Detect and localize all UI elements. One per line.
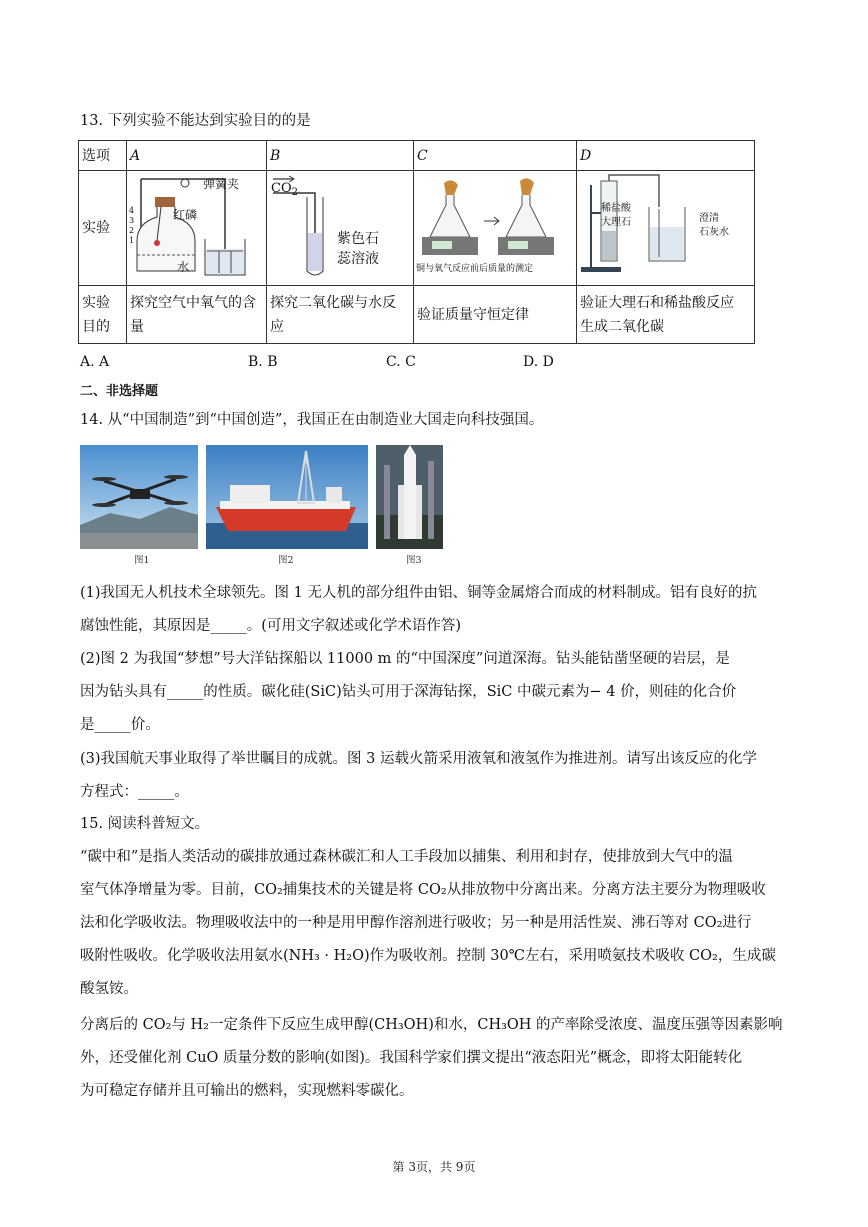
drone-photo (80, 445, 198, 549)
q15-passage-2 (80, 1009, 792, 1108)
option-B-header: B (267, 141, 414, 171)
litmus-label-1: 紫色石 (337, 231, 379, 247)
figure-A (127, 171, 267, 286)
rocket-photo (376, 445, 443, 549)
co2-label (271, 177, 298, 205)
page-footer: 第 3页，共 9页 (392, 1160, 476, 1174)
answer-D: D. D (523, 354, 554, 370)
q14-part1 (80, 577, 792, 643)
q15-line5: 酸氢铵。 (80, 981, 138, 997)
purpose-D-line-1: 验证大理石和稀盐酸反应 (580, 294, 734, 311)
q15-line1: “碳中和”是指人类活动的碳排放通过森林碳汇和人工手段加以捕集、利用和封存，使排放到大气中的温 (80, 849, 733, 865)
marble-label: 大理石 (601, 217, 631, 228)
limewater-label-1: 澄清 (699, 213, 719, 224)
purpose-A-line-1: 探究空气中氧气的含 (130, 294, 256, 311)
scale-tick-4: 4 (129, 206, 135, 215)
figure-B (267, 171, 414, 286)
drilling-ship-photo (206, 445, 368, 549)
section-heading: 二、非选择题 (80, 384, 159, 399)
q15-line8: 为可稳定存储并且可输出的燃料，实现燃料零碳化。 (80, 1083, 414, 1099)
q14-stem: 14. 从“中国制造”到“中国创造”，我国正在由制造业大国走向科技强国。 (80, 412, 544, 428)
flask-apparatus-diagram (127, 171, 266, 285)
q14-part3-line1: (3)我国航天事业取得了举世瞩目的成就。图 3 运载火箭采用液氧和液氢作为推进剂。请写出该反应的化学 (80, 751, 757, 767)
purpose-A (127, 286, 267, 344)
figure-C (414, 171, 577, 286)
q14-part3 (80, 743, 792, 809)
limewater-label-2: 石灰水 (699, 227, 729, 238)
answer-C: C. C (386, 354, 416, 370)
acid-label: 稀盐酸 (601, 203, 631, 214)
figure-D (577, 171, 755, 286)
purpose-B-line-1: 探究二氧化碳与水反 (270, 294, 396, 311)
header-label: 选项 (79, 141, 127, 171)
purpose-D (577, 286, 755, 344)
option-C-header: C (414, 141, 577, 171)
q14-part2 (80, 643, 792, 742)
q15-line7: 外，还受催化剂 CuO 质量分数的影响(如图)。我国科学家们撰文提出“液态阳光”概念，即将太阳能转化 (80, 1050, 743, 1066)
litmus-label-2: 蕊溶液 (337, 251, 379, 267)
q15-line3: 法和化学吸收法。物理吸收法中的一种是用甲醇作溶剂进行吸收；另一种是用活性炭、沸石等对 CO₂进行 (80, 915, 752, 931)
option-D-header: D (577, 141, 755, 171)
q14-part2-line1: (2)图 2 为我国“梦想”号大洋钻探船以 11000 m 的“中国深度”问道深海。钻头能钻凿坚硬的岩层，是 (80, 651, 730, 667)
q14-part1-line2: 腐蚀性能，其原因是_____。(可用文字叙述或化学术语作答) (80, 618, 462, 634)
purpose-B-line-2: 应 (270, 318, 284, 335)
caption-fig2: 图2 (278, 555, 294, 566)
answer-A: A. A (80, 354, 110, 370)
q13-table (78, 140, 755, 344)
purpose-label-line-1: 实验 (82, 294, 110, 311)
caption-fig1: 图1 (134, 555, 150, 566)
purpose-A-line-2: 量 (130, 318, 144, 335)
caption-fig3: 图3 (406, 555, 422, 566)
q14-part3-line2: 方程式：_____。 (80, 784, 189, 800)
answer-B: B. B (248, 354, 278, 370)
clip-label: 弹簧夹 (203, 177, 240, 191)
row-purpose-label (79, 286, 127, 344)
q15-line6: 分离后的 CO₂与 H₂一定条件下反应生成甲醇(CH₃OH)和水，CH₃OH 的产率除受浓度、温度压强等因素影响 (80, 1017, 783, 1033)
q15-line2: 室气体净增量为零。目前，CO₂捕集技术的关键是将 CO₂从排放物中分离出来。分离方法主要分为物理吸收 (80, 882, 766, 898)
q14-part1-line1: (1)我国无人机技术全球领先。图 1 无人机的部分组件由铝、铜等金属熔合而成的材料制成。铝有良好的抗 (80, 585, 757, 601)
q15-stem: 15. 阅读科普短文。 (80, 816, 210, 832)
q14-part2-line2: 因为钻头具有_____的性质。碳化硅(SiC)钻头可用于深海钻探，SiC 中碳元素为− 4 价，则硅的化合价 (80, 684, 737, 700)
scale-tick-2: 2 (129, 226, 135, 235)
purpose-label-line-2: 目的 (82, 318, 110, 335)
q15-passage-1 (80, 841, 792, 1006)
q13-stem: 13. 下列实验不能达到实验目的的是 (80, 113, 311, 129)
balance-caption: 铜与氧气反应前后质量的测定 (416, 264, 534, 274)
purpose-C: 验证质量守恒定律 (414, 286, 577, 344)
scale-tick-3: 3 (129, 216, 135, 225)
q14-part2-line3: 是_____价。 (80, 717, 160, 733)
row-experiment-label: 实验 (79, 171, 127, 286)
option-A-header: A (127, 141, 267, 171)
purpose-B (267, 286, 414, 344)
co2-text: CO (271, 181, 292, 196)
water-label: 水 (177, 260, 190, 274)
scale-tick-1: 1 (129, 236, 135, 245)
q15-line4: 吸附性吸收。化学吸收法用氨水(NH₃ · H₂O)作为吸收剂。控制 30℃左右，采用喷氨技术吸收 CO₂，生成碳 (80, 948, 776, 964)
phosphorus-label: 红磷 (173, 208, 198, 222)
purpose-D-line-2: 生成二氧化碳 (580, 318, 664, 335)
co2-subscript: 2 (291, 187, 298, 198)
